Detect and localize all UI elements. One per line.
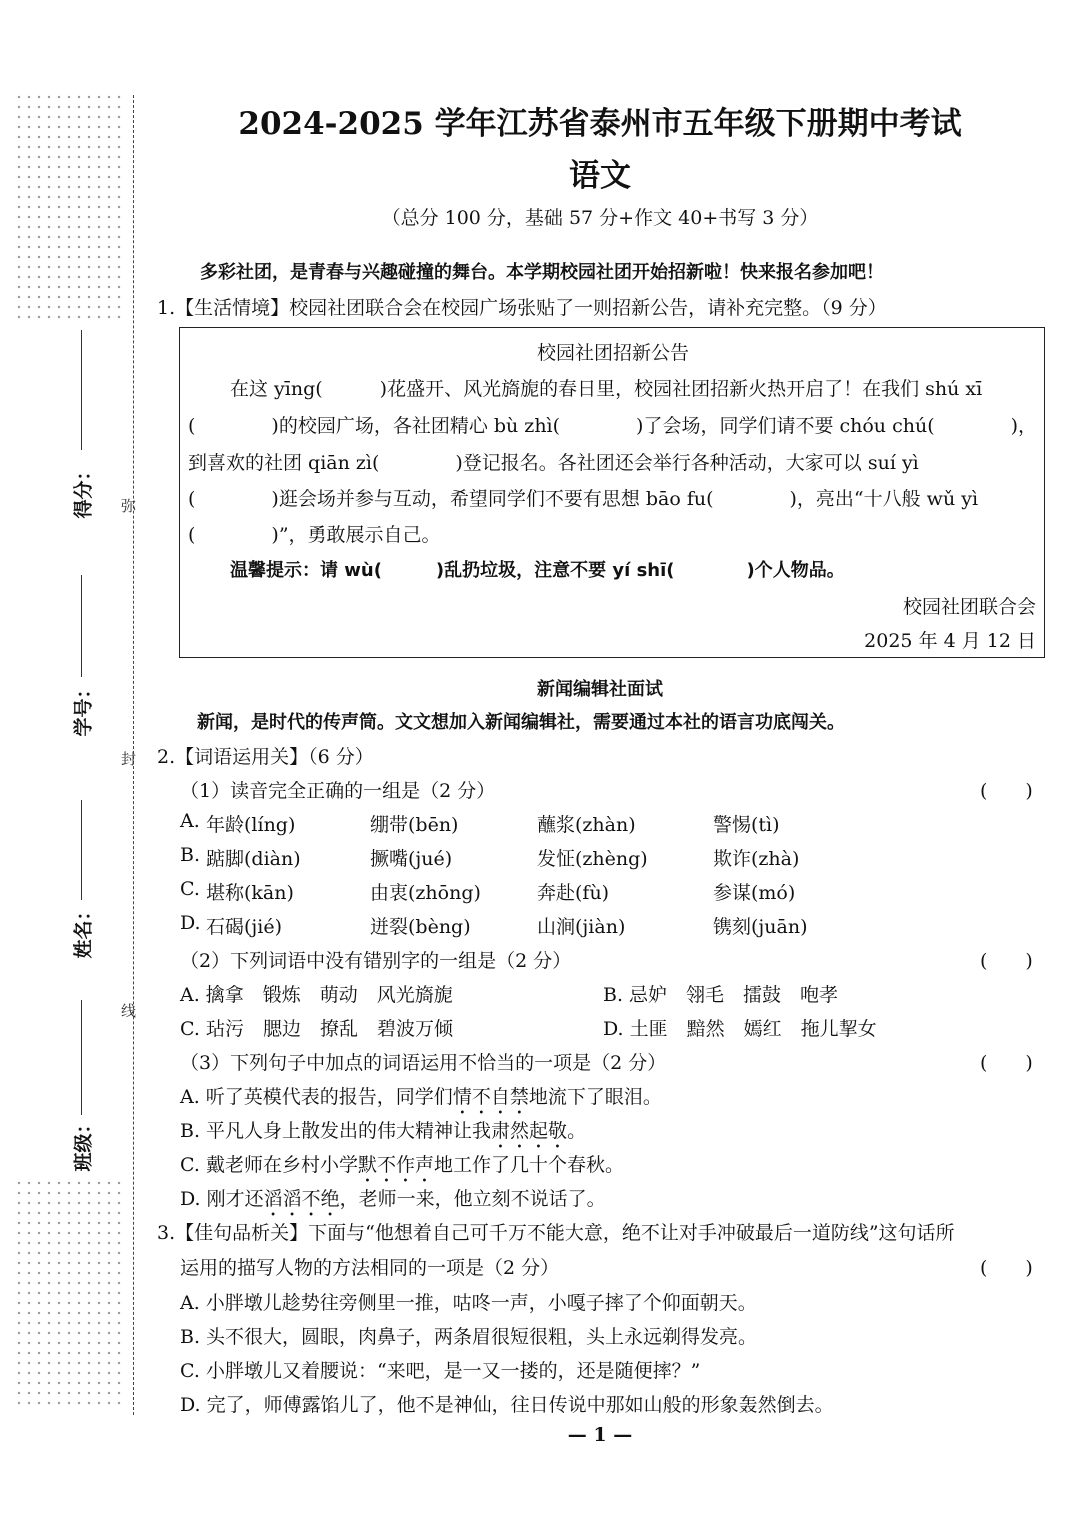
q2-1-stem: （1）读音完全正确的一组是（2 分） bbox=[180, 780, 496, 802]
section2-intro: 新闻，是时代的传声筒。文文想加入新闻编辑社，需要通过本社的语言功底闯关。 bbox=[197, 712, 845, 733]
notice-line-4: ( )逛会场并参与互动，希望同学们不要有思想 bāo fu( )，亮出“十八般 wǔ yì bbox=[188, 488, 979, 510]
option-item: 警惕(tì) bbox=[713, 814, 780, 836]
option-item: 迸裂(bèng) bbox=[370, 916, 471, 938]
option-text: C. 戴老师在乡村小学 bbox=[180, 1154, 358, 1176]
notice-line-3: 到喜欢的社团 qiān zì( )登记报名。各社团还会举行各种活动，大家可以 suí yì bbox=[188, 452, 919, 474]
option-item: 撅嘴(jué) bbox=[370, 848, 453, 870]
q2-3-option-c bbox=[180, 1150, 624, 1187]
option-text: D. 刚才还 bbox=[180, 1188, 264, 1210]
option-item: 蘸浆(zhàn) bbox=[537, 814, 636, 836]
q3-option-d: D. 完了，师傅露馅儿了，他不是神仙，往日传说中那如山般的形象轰然倒去。 bbox=[180, 1394, 834, 1416]
notice-date: 2025 年 4 月 12 日 bbox=[864, 630, 1036, 652]
q2-2-option-b: B. 忌妒 翎毛 擂鼓 咆孝 bbox=[603, 984, 839, 1006]
option-item: 发怔(zhèng) bbox=[537, 848, 648, 870]
dotted-word: 滔滔不绝 bbox=[263, 1188, 340, 1210]
option-label: D. bbox=[180, 912, 201, 934]
section2-title: 新闻编辑社面试 bbox=[537, 679, 663, 700]
option-text: ，老师一来，他立刻不说话了。 bbox=[339, 1188, 606, 1210]
q2-3-option-d bbox=[180, 1184, 606, 1221]
q3-stem-line-2: 运用的描写人物的方法相同的一项是（2 分） bbox=[180, 1257, 560, 1279]
option-label: B. bbox=[180, 844, 201, 866]
q3-answer-blank[interactable]: ( ) bbox=[980, 1257, 1033, 1279]
q2-2-answer-blank[interactable]: ( ) bbox=[980, 950, 1033, 972]
option-text: 地工作了几十个春秋。 bbox=[433, 1154, 624, 1176]
dotted-word: 情不自禁 bbox=[452, 1086, 529, 1108]
cut-mark-3: 线 bbox=[121, 1002, 137, 1020]
option-label: C. bbox=[180, 878, 200, 900]
notice-signature: 校园社团联合会 bbox=[902, 596, 1036, 618]
q2-2-option-d: D. 土匪 黯然 嫣红 拖儿挈女 bbox=[603, 1018, 877, 1040]
option-item: 欺诈(zhà) bbox=[713, 848, 800, 870]
cut-mark-1: 弥 bbox=[121, 497, 137, 515]
q1-stem: 1.【生活情境】校园社团联合会在校园广场张贴了一则招新公告，请补充完整。（9 分） bbox=[157, 297, 887, 319]
q3-option-a: A. 小胖墩儿趁势往旁侧里一推，咕咚一声，小嘎子摔了个仰面朝天。 bbox=[180, 1292, 757, 1314]
option-item: 参谋(mó) bbox=[713, 882, 796, 904]
q2-stem: 2.【词语运用关】（6 分） bbox=[157, 746, 374, 768]
binding-pattern-top bbox=[14, 92, 126, 324]
q2-2-option-c: C. 玷污 腮边 撩乱 碧波万倾 bbox=[180, 1018, 453, 1040]
option-text: 。 bbox=[567, 1120, 587, 1142]
notice-line-5: ( )”，勇敢展示自己。 bbox=[188, 524, 441, 546]
name-field[interactable]: 姓名： bbox=[62, 800, 102, 960]
intro-text: 多彩社团，是青春与兴趣碰撞的舞台。本学期校园社团开始招新啦！快来报名参加吧！ bbox=[200, 262, 884, 283]
option-text: 地流下了眼泪。 bbox=[528, 1086, 662, 1108]
q2-3-answer-blank[interactable]: ( ) bbox=[980, 1052, 1033, 1074]
option-item: 年龄(líng) bbox=[206, 814, 296, 836]
option-item: 奔赴(fù) bbox=[537, 882, 610, 904]
option-item: 山涧(jiàn) bbox=[537, 916, 626, 938]
score-info: （总分 100 分，基础 57 分+作文 40+书写 3 分） bbox=[381, 207, 819, 229]
option-text: B. 平凡人身上散发出的伟大精神让我 bbox=[180, 1120, 492, 1142]
option-item: 由衷(zhōng) bbox=[370, 882, 481, 904]
dotted-word: 肃然起敬 bbox=[491, 1120, 568, 1142]
option-item: 石碣(jié) bbox=[206, 916, 283, 938]
notice-box bbox=[179, 327, 1045, 658]
q2-1-answer-blank[interactable]: ( ) bbox=[980, 780, 1033, 802]
option-text: A. 听了英模代表的报告，同学们 bbox=[180, 1086, 453, 1108]
exam-subject: 语文 bbox=[569, 158, 631, 194]
q2-3-option-a bbox=[180, 1082, 662, 1119]
cut-mark-2: 封 bbox=[121, 750, 137, 768]
notice-line-2: ( )的校园广场，各社团精心 bù zhì( )了会场，同学们请不要 chóu chú( )， bbox=[188, 415, 1038, 437]
binding-pattern-bottom bbox=[14, 1178, 126, 1410]
option-item: 绷带(bēn) bbox=[370, 814, 459, 836]
option-item: 堪称(kān) bbox=[206, 882, 294, 904]
dotted-word: 默不作声 bbox=[357, 1154, 434, 1176]
class-field[interactable]: 班级： bbox=[62, 1000, 102, 1180]
q2-2-option-a: A. 擒拿 锻炼 萌动 风光旖旎 bbox=[180, 984, 453, 1006]
page-number: — 1 — bbox=[567, 1424, 633, 1446]
q3-option-b: B. 头不很大，圆眼，肉鼻子，两条眉很短很粗，头上永远剃得发亮。 bbox=[180, 1326, 758, 1348]
option-label: A. bbox=[180, 810, 200, 832]
exam-title: 2024-2025 学年江苏省泰州市五年级下册期中考试 bbox=[238, 106, 962, 142]
q2-3-option-b bbox=[180, 1116, 586, 1153]
q3-option-c: C. 小胖墩儿又着腰说：“来吧，是一又一搂的，还是随便摔？” bbox=[180, 1360, 701, 1382]
option-item: 踮脚(diàn) bbox=[206, 848, 301, 870]
notice-title: 校园社团招新公告 bbox=[536, 342, 689, 364]
notice-tip: 温馨提示：请 wù( )乱扔垃圾，注意不要 yí shī( )个人物品。 bbox=[230, 560, 845, 581]
option-item: 镌刻(juān) bbox=[713, 916, 808, 938]
student-id-field[interactable]: 学号： bbox=[62, 575, 102, 745]
q2-2-stem: （2）下列词语中没有错别字的一组是（2 分） bbox=[180, 950, 572, 972]
q2-3-stem: （3）下列句子中加点的词语运用不恰当的一项是（2 分） bbox=[180, 1052, 667, 1074]
notice-line-1: 在这 yīng( )花盛开、风光旖旎的春日里，校园社团招新火热开启了！在我们 shú xī bbox=[230, 378, 983, 400]
score-field[interactable]: 得分： bbox=[62, 330, 102, 530]
q3-stem-line-1: 3.【佳句品析关】下面与“他想着自己可千万不能大意，绝不让对手冲破最后一道防线”这句话所 bbox=[157, 1222, 955, 1244]
